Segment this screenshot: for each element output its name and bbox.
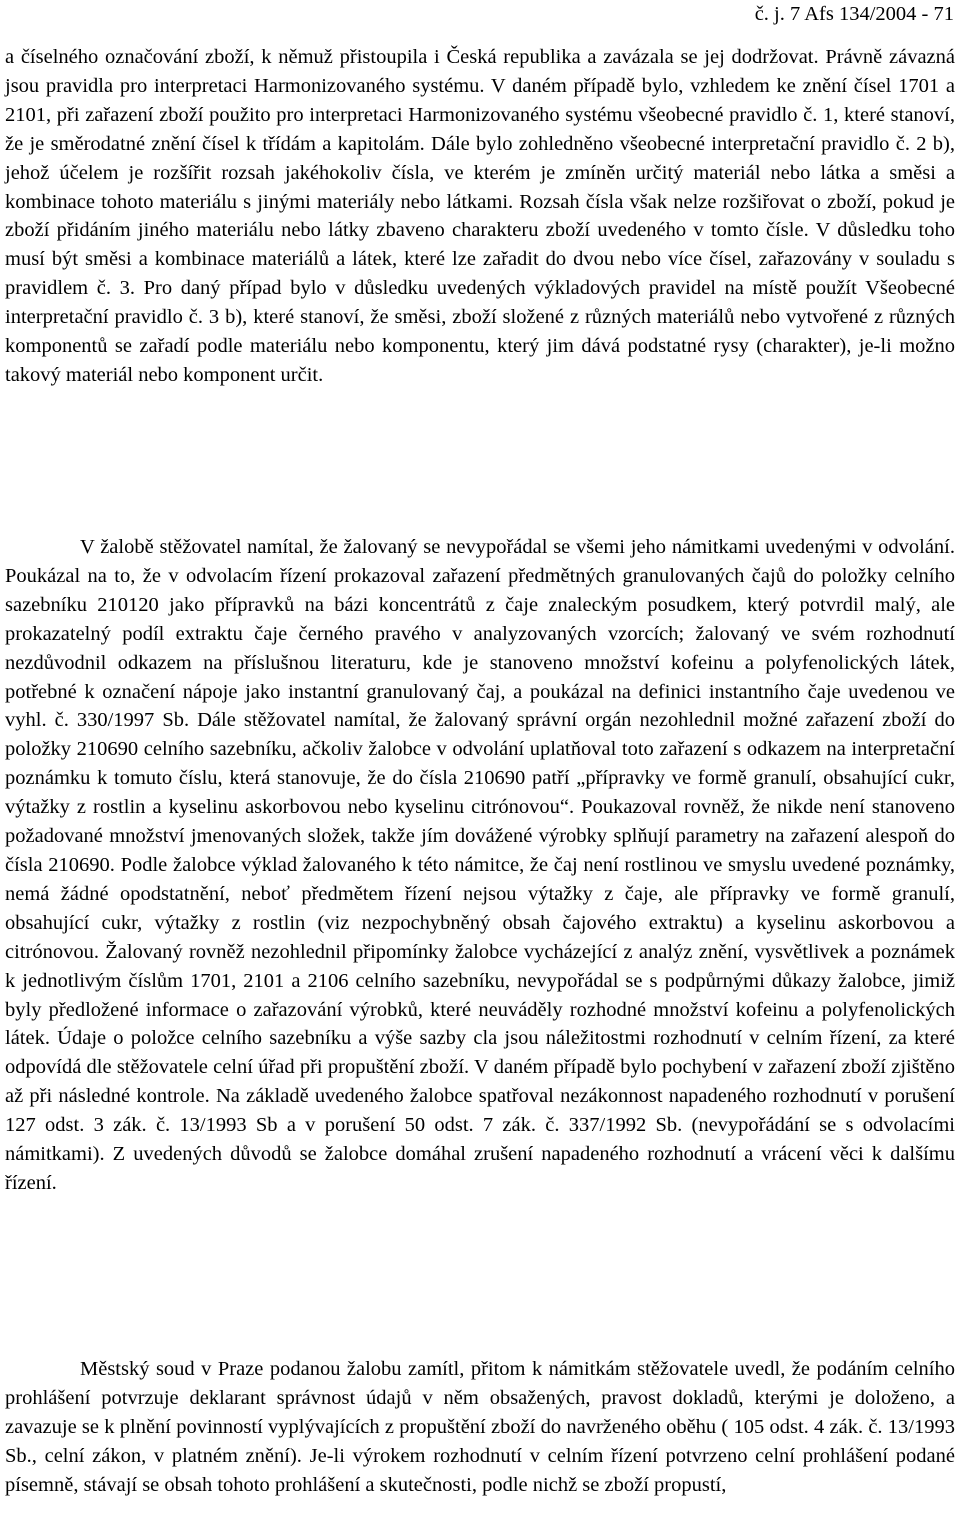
paragraph-court-decision: Městský soud v Praze podanou žalobu zamítl, přitom k námitkám stěžovatele uvedl, že podáním celního prohlášení potvrzuje deklarant správnost údajů v něm obsažených, pravost dokladů, kterými je doloženo, a zavazuje se k plnění povinností vyplývajících z propuštění zboží do navrženého oběhu ( 105 odst. 4 zák. č. 13/1993 Sb., celní zákon, v platném znění). Je-li výrokem rozhodnutí v celním řízení potvrzeno celní prohlášení podané písemně, stávají se obsah tohoto prohlášení a skutečnosti, podle nichž se zboží propustí, xyxy=(5,1358,955,1496)
paragraph-lawsuit-objections: V žalobě stěžovatel namítal, že žalovaný se nevypořádal se všemi jeho námitkami uvedenými v odvolání. Poukázal na to, že v odvolacím řízení prokazoval zařazení předmětných granulovaných čajů do položky celního sazebníku 210120 jako přípravků na bázi koncentrátů z čaje znaleckým posudkem, který potvrdil malý, ale prokazatelný podíl extraktu čaje černého pravého v analyzovaných vzorcích; žalovaný ve svém rozhodnutí nezdůvodnil odkazem na příslušnou literaturu, kde je stanoveno množství kofeinu a polyfenolických látek, potřebné k označení nápoje jako instantní granulovaný čaj, a poukázal na definici instantního čaje uvedenou ve vyhl. č. 330/1997 Sb. Dále stěžovatel namítal, že žalovaný správní orgán nezohlednil možné zařazení zboží do položky 210690 celního sazebníku, ačkoliv žalobce v odvolání uplatňoval toto zařazení s odkazem na interpretační poznámku k tomuto číslu, která stanovuje, že do čísla 210690 patří „přípravky ve formě granulí, obsahující cukr, výtažky z rostlin a kyselinu askorbovou nebo kyselinu citrónovou“. Poukazoval rovněž, že nikde není stanoveno požadované množství jmenovaných složek, takže jím dovážené výrobky splňují parametry na zařazení alespoň do čísla 210690. Podle žalobce výklad žalovaného k této námitce, že čaj není rostlinou ve smyslu uvedené poznámky, nemá žádné opodstatnění, neboť předmětem řízení nejsou výtažky z čaje, ale přípravky ve formě granulí, obsahující cukr, výtažky z rostlin (viz nezpochybněný obsah čajového extraktu) a kyselinu askorbovou a citrónovou. Žalovaný rovněž nezohlednil připomínky žalobce vycházející z analýz znění, vysvětlivek a poznámek k jednotlivým číslům 1701, 2101 a 2106 celního sazebníku, nevypořádal se s podpůrnými důkazy žalobce, jimiž byly předložené informace o zařazování výrobků, které neuváděly rozhodné množství kofeinu a polyfenolických látek. Údaje o položce celního sazebníku a výše sazby cla jsou náležitostmi rozhodnutí v celním řízení, za které odpovídá dle stěžovatele celní úřad při propuštění zboží. V daném případě bylo pochybení v zařazení zboží zjištěno až při následné kontrole. Na základě uvedeného žalobce spatřoval nezákonnost napadeného rozhodnutí v porušení 127 odst. 3 zák. č. 13/1993 Sb a v porušení 50 odst. 7 zák. č. 337/1992 Sb. (nevypořádání se s odvolacími námitkami). Z uvedených důvodů se žalobce domáhal zrušení napadeného rozhodnutí a vrácení věci k dalšímu řízení. xyxy=(5,536,955,1194)
case-reference: č. j. 7 Afs 134/2004 - 71 xyxy=(754,3,954,25)
paragraph-interpretation-rules: a číselného označování zboží, k němuž přistoupila i Česká republika a zavázala se jej dodržovat. Právně závazná jsou pravidla pro interpretaci Harmonizovaného systému. V daném případě bylo, vzhledem ke znění čísel 1701 a 2101, při zařazení zboží použito pro interpretaci Harmonizovaného systému všeobecné pravidlo č. 1, které stanoví, že je směrodatné znění čísel k třídám a kapitolám. Dále bylo zohledněno všeobecné interpretační pravidlo č. 2 b), jehož účelem je rozšířit rozsah jakéhokoliv čísla, ve kterém je zmíněn určitý materiál nebo látka a směsi a kombinace tohoto materiálu s jinými materiály nebo látkami. Rozsah čísla však nelze rozšiřovat o zboží, pokud je zboží přidáním jiného materiálu nebo látky zbaveno charakteru zboží uvedeného v tomto čísle. V důsledku toho musí být směsi a kombinace materiálů a látek, které lze zařadit do dvou nebo více čísel, zařazovány v souladu s pravidlem č. 3. Pro daný případ bylo v důsledku uvedených výkladových pravidel na místě použít Všeobecné interpretační pravidlo č. 3 b), které stanoví, že směsi, zboží složené z různých materiálů nebo vytvořené z různých komponentů se zařadí podle materiálu nebo komponentu, který jim dává podstatné rysy (charakter), je-li možno takový materiál nebo komponent určit. xyxy=(5,46,955,386)
